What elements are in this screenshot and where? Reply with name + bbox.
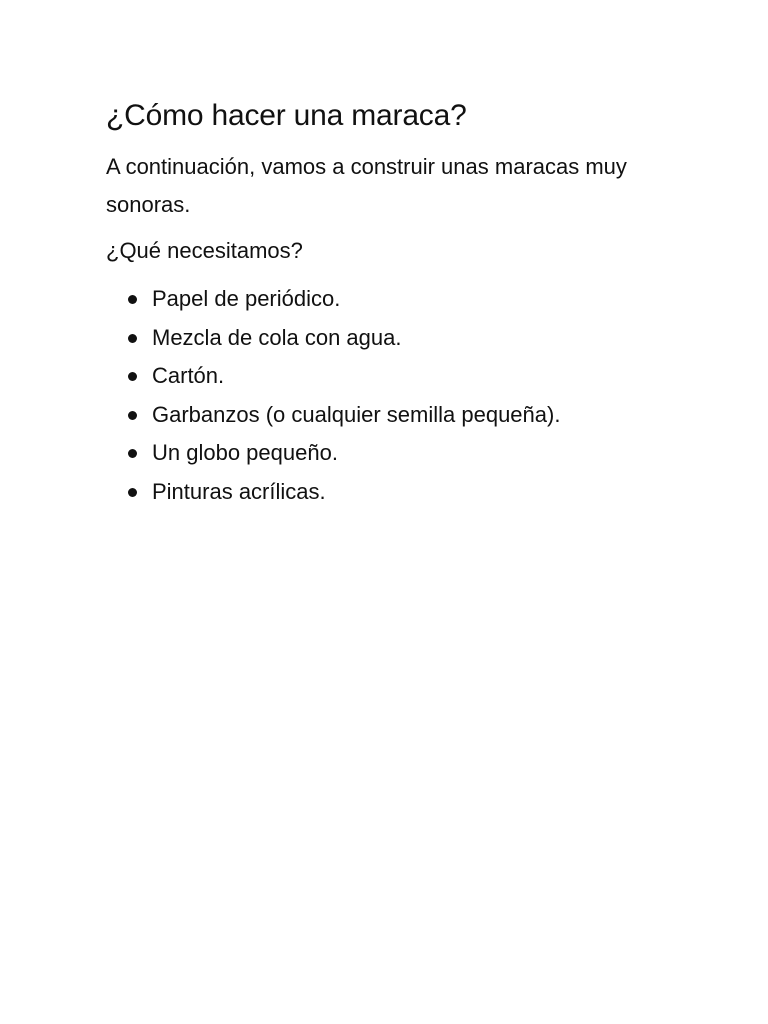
list-item-text: Cartón. (152, 363, 225, 388)
list-item (106, 434, 666, 473)
list-item (106, 357, 666, 396)
list-item-text: Papel de periódico. (152, 286, 341, 311)
document-content (106, 94, 666, 511)
bullet-icon (128, 449, 137, 458)
bullet-icon (128, 372, 137, 381)
list-item-text: Un globo pequeño. (152, 440, 338, 465)
list-item (106, 319, 666, 358)
bullet-icon (128, 411, 137, 420)
list-item (106, 280, 666, 319)
bullet-icon (128, 334, 137, 343)
list-item-text: Pinturas acrílicas. (152, 478, 326, 504)
bullet-icon (128, 295, 137, 304)
materials-heading: ¿Qué necesitamos? (106, 238, 303, 263)
list-item-text: Mezcla de cola con agua. (152, 324, 402, 350)
intro-paragraph: A continuación, vamos a construir unas maracas muy sonoras. (106, 154, 627, 217)
list-item (106, 396, 666, 435)
document-title: ¿Cómo hacer una maraca? (106, 99, 467, 132)
bullet-icon (128, 488, 137, 497)
list-item-text: Garbanzos (o cualquier semilla pequeña). (152, 401, 561, 427)
list-item (106, 473, 666, 512)
materials-list (106, 280, 666, 511)
